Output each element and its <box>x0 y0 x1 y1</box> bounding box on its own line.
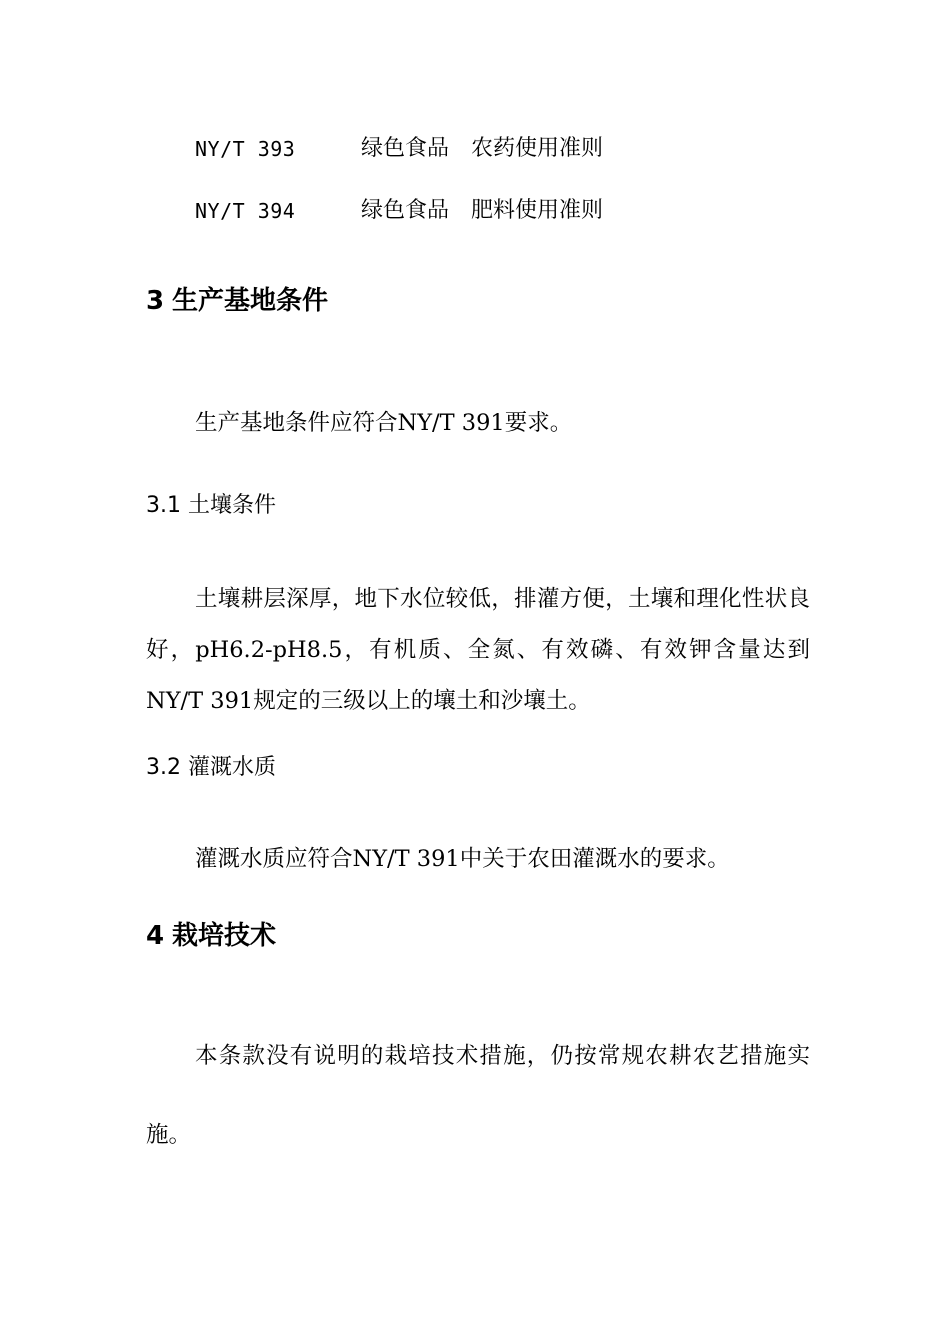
standard-code: NY/T 393 <box>195 137 296 161</box>
subsection-3-1-heading: 3.1 土壤条件 <box>146 493 276 518</box>
section-4-paragraph: 本条款没有说明的栽培技术措施，仍按常规农耕农艺措施实施。 <box>146 1043 810 1148</box>
subsection-3-2-paragraph: 灌溉水质应符合NY/T 391中关于农田灌溉水的要求。 <box>195 846 730 872</box>
standard-title: 绿色食品 农药使用准则 <box>361 136 604 161</box>
section-3-intro-paragraph: 生产基地条件应符合NY/T 391要求。 <box>195 410 573 436</box>
subsection-3-2-heading: 3.2 灌溉水质 <box>146 755 276 780</box>
section-title: 栽培技术 <box>172 921 277 951</box>
standard-title: 绿色食品 肥料使用准则 <box>361 198 604 223</box>
subsection-3-1-paragraph: 土壤耕层深厚，地下水位较低，排灌方便，土壤和理化性状良好，pH6.2-pH8.5，有机质、全氮、有效磷、有效钾含量达到NY/T 391规定的三级以上的壤土和沙壤土。 <box>146 586 810 714</box>
section-number: 3 <box>146 286 165 316</box>
section-4-heading <box>146 918 276 954</box>
section-3-heading <box>146 283 328 319</box>
section-number: 4 <box>146 921 165 951</box>
section-title: 生产基地条件 <box>172 286 329 316</box>
standard-code: NY/T 394 <box>195 199 296 223</box>
